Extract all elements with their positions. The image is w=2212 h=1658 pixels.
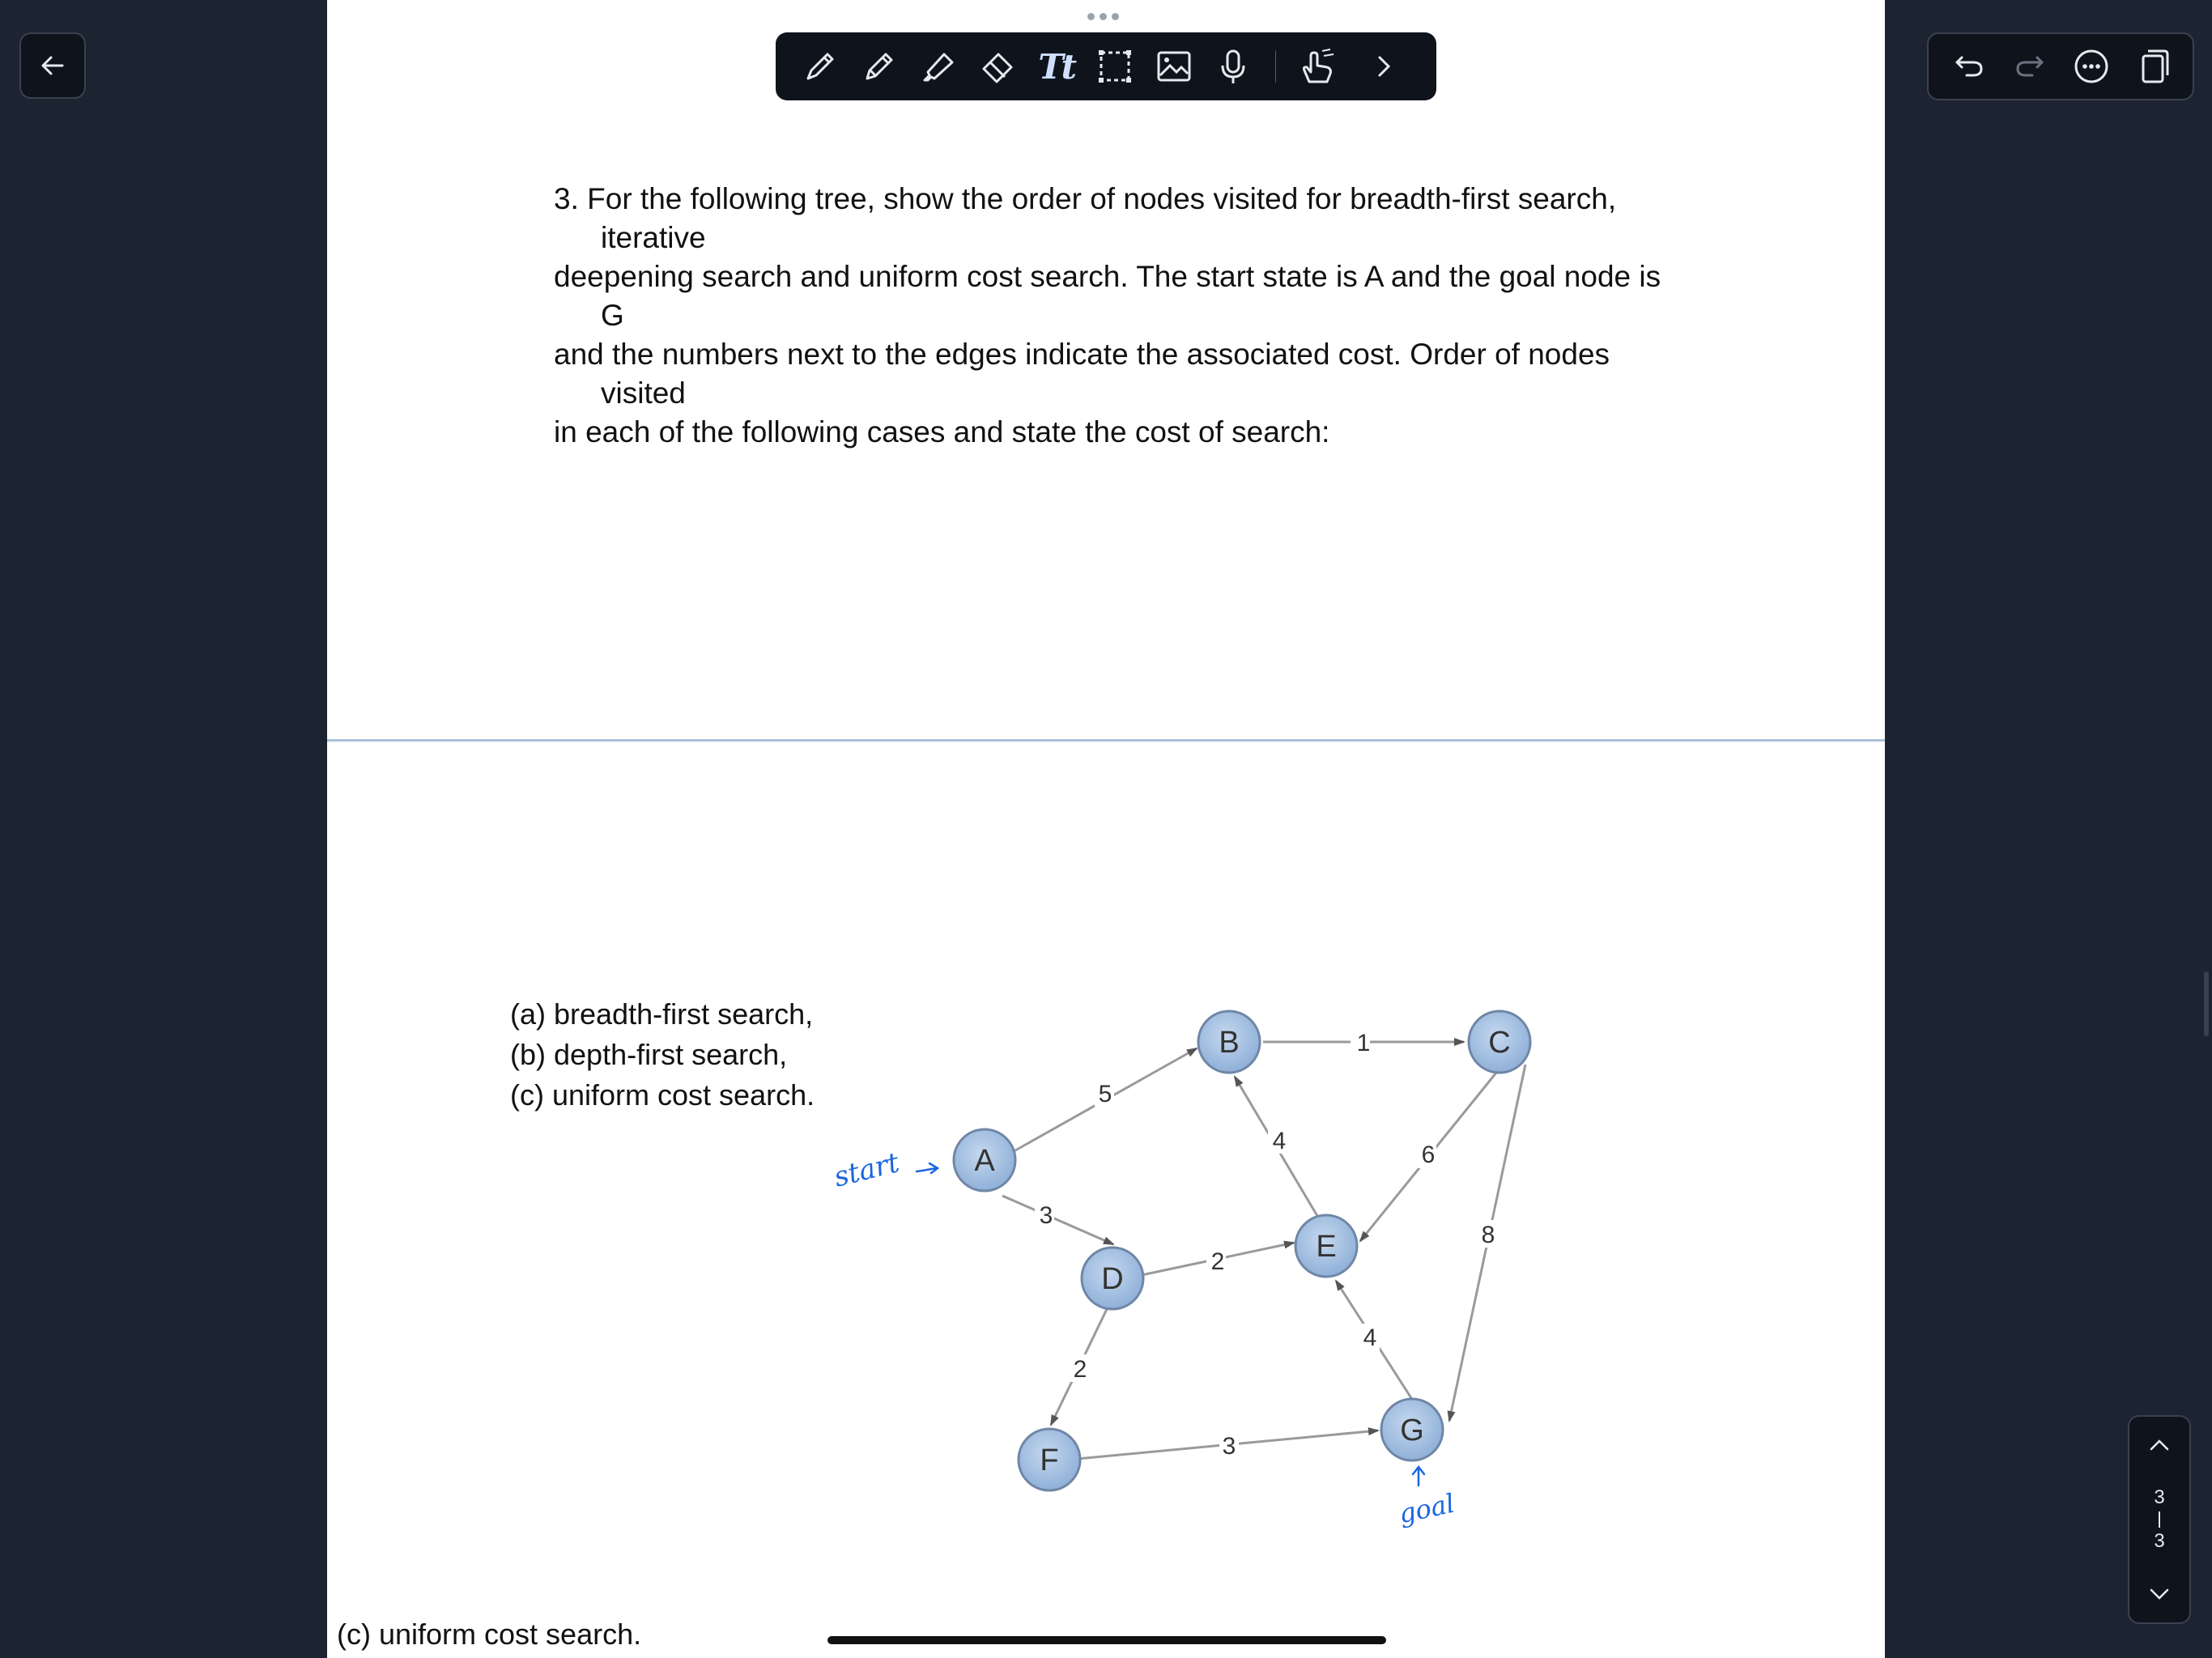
eraser-tool[interactable] [972, 40, 1023, 93]
chevron-down-icon[interactable] [2147, 1582, 2172, 1606]
document-actions-bar [1927, 32, 2194, 100]
question-number: 3. [554, 182, 579, 215]
edge-a-d [1002, 1196, 1113, 1244]
page-break-divider [327, 739, 1885, 742]
page-indicator [2154, 1486, 2164, 1554]
node-c: C [1488, 1026, 1511, 1060]
undo-icon [1950, 48, 1988, 85]
pencil-icon [859, 46, 900, 87]
eraser-icon [977, 46, 1018, 87]
edge-cost-c-e: 6 [1421, 1141, 1436, 1168]
total-pages: 3 [2154, 1530, 2165, 1552]
text-tool[interactable] [1031, 40, 1082, 93]
toolbar-drag-handle[interactable] [1087, 13, 1119, 20]
touch-mode-tool[interactable] [1292, 40, 1343, 93]
edge-cost-d-e: 2 [1210, 1248, 1225, 1275]
toolbar-more-button[interactable] [1358, 40, 1409, 93]
edge-cost-d-f: 2 [1073, 1356, 1087, 1383]
pen-tool[interactable] [795, 40, 846, 93]
pages-icon [2133, 48, 2171, 85]
goal-arrow-icon [1413, 1467, 1424, 1486]
pages-button[interactable] [2128, 42, 2176, 91]
start-annotation: start [831, 1146, 903, 1194]
search-graph [810, 984, 1571, 1550]
redo-icon [2011, 48, 2048, 85]
undo-button[interactable] [1945, 42, 1993, 91]
current-page: 3 [2154, 1486, 2165, 1508]
edge-cost-e-b: 4 [1272, 1128, 1287, 1154]
pen-icon [800, 46, 840, 87]
back-button[interactable] [19, 32, 86, 99]
text-tool-icon: Tt [1038, 46, 1074, 87]
option-b: (b) depth-first search, [510, 1038, 788, 1071]
goal-annotation: goal [1396, 1487, 1457, 1530]
redo-button[interactable] [2006, 42, 2054, 91]
scrollbar-thumb[interactable] [2204, 971, 2209, 1036]
highlighter-icon [918, 46, 959, 87]
microphone-tool[interactable] [1208, 40, 1259, 93]
bottom-option-c: (c) uniform cost search. [337, 1618, 642, 1651]
pencil-tool[interactable] [854, 40, 905, 93]
hand-touch-icon [1298, 46, 1338, 87]
node-e: E [1316, 1230, 1337, 1264]
start-arrow-icon [917, 1163, 938, 1173]
lasso-select-tool[interactable] [1090, 40, 1141, 93]
chevron-up-icon[interactable] [2147, 1433, 2172, 1457]
chevron-right-icon [1363, 46, 1404, 87]
question-line-4: in each of the following cases and state the cost of search: [554, 415, 1330, 449]
more-icon [2073, 48, 2110, 85]
home-indicator[interactable] [827, 1636, 1386, 1644]
image-tool[interactable] [1149, 40, 1200, 93]
node-d: D [1101, 1262, 1124, 1296]
more-options-button[interactable] [2067, 42, 2116, 91]
edge-cost-f-g: 3 [1222, 1433, 1236, 1460]
edge-cost-g-e: 4 [1363, 1324, 1377, 1351]
microphone-icon [1213, 46, 1253, 87]
question-line-1: 3. For the following tree, show the order of nodes visited for breadth-first search, iterative [554, 182, 1617, 254]
page-navigator [2128, 1415, 2191, 1624]
option-c: (c) uniform cost search. [510, 1078, 815, 1112]
lasso-select-icon [1095, 46, 1135, 87]
option-a: (a) breadth-first search, [510, 997, 814, 1031]
node-g: G [1400, 1414, 1424, 1448]
highlighter-tool[interactable] [913, 40, 964, 93]
toolbar-separator [1275, 50, 1277, 83]
question-line-2: deepening search and uniform cost search. The start state is A and the goal node is G [554, 260, 1661, 332]
edge-cost-a-b: 5 [1098, 1081, 1112, 1107]
image-icon [1154, 46, 1194, 87]
node-a: A [974, 1144, 995, 1178]
drawing-toolbar [776, 32, 1436, 100]
options-list [510, 994, 815, 1116]
edge-cost-b-c: 1 [1356, 1030, 1371, 1056]
edge-cost-c-g: 8 [1481, 1222, 1495, 1248]
question-line-3: and the numbers next to the edges indicate the associated cost. Order of nodes visited [554, 338, 1610, 410]
node-f: F [1040, 1443, 1059, 1477]
node-b: B [1219, 1026, 1240, 1060]
edge-cost-a-d: 3 [1039, 1202, 1053, 1229]
arrow-left-icon [36, 49, 69, 82]
question-block [554, 180, 1687, 452]
